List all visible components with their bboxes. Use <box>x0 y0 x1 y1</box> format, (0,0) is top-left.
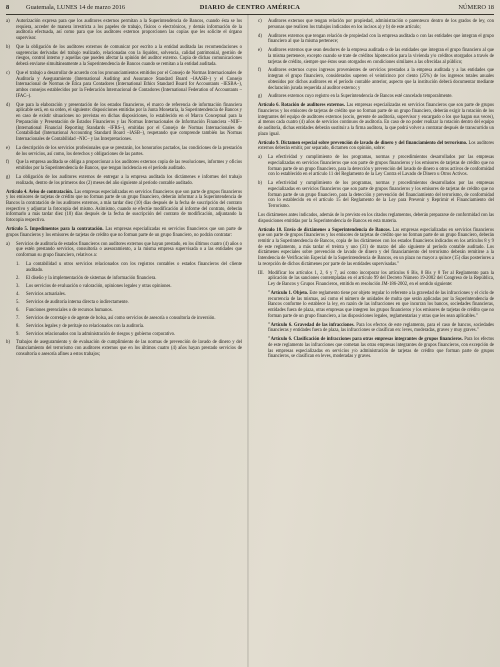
article-5-sublist <box>6 262 242 338</box>
right-item-list <box>258 19 494 100</box>
item-text: Que el trabajo a desarrollar de acuerdo con los pronunciamientos emitidos por el Consejo de Normas Internacionales de Auditoría y Aseguramiento (International Auditing and Assurance Standard Board –IAASB–) y el Consejo Internacional de Normas de Ética para Contadores (International Ethics Standard Board for Accountants –IESBA–), ambos consejos establecidos por la Federación Internacional de Contadores (International Federation of Accountants –IFAC–). <box>16 71 242 99</box>
item-text: El diseño y la implementación de sistemas de información financiera. <box>26 275 157 281</box>
article-body: Las empresas especializadas en servicios financieros que son parte de grupos financieros y los emisores de tarjetas de crédito que no forman parte de un grupo financiero, deberán remitir a la Superintendencia de Bancos, copia de los dictámenes con los estados financieros indicados en los artículos 8 y 9 de este reglamento, a más tardar el treinta y uno (31) de marzo del año siguiente al período contable auditado. Los dictámenes especiales sobre prevención de lavado de dinero y del financiamiento del terrorismo deberán remitirse a la Intendencia de Verificación Especial de la Superintendencia de Bancos, en un plazo no mayor a quince (15) días posteriores a la recepción de dichos dictámenes por parte de las entidades supervisadas." <box>258 227 494 267</box>
list-item <box>6 175 242 186</box>
item-label: c) <box>6 71 10 76</box>
item-label: 1. <box>16 261 20 267</box>
item-text: Los servicios de evaluación o valoración, opiniones legales y otras opiniones. <box>26 283 172 289</box>
item-text: Servicios de auditoría interna directa o indirectamente. <box>26 299 129 305</box>
list-item <box>6 103 242 143</box>
article-10 <box>258 228 494 268</box>
item-label: b) <box>6 45 10 50</box>
right-column <box>258 19 494 665</box>
item-label: d) <box>258 33 262 39</box>
item-text: Auditores externos que tengan relación de propiedad con la empresa auditada o con las entidades que integran el grupo financiero al que la misma pertenece; <box>268 33 494 45</box>
item-label: 6. <box>16 308 20 314</box>
item-label: a) <box>6 19 10 24</box>
left-item-list <box>6 19 242 186</box>
section-III <box>258 271 494 288</box>
article-body: Para los efectos de este reglamento las infracciones que cometan las otras empresas integrantes de grupos financieros, con excepción de las empresas especializadas en servicios y/o administración de tarjetas de crédito que forman parte de grupos financieros, se clasifican en leves, moderadas y graves. <box>268 337 494 360</box>
item-text: La descripción de los servicios profesionales que se prestarán, los honorarios pactados, las condiciones de la prestación de los servicios, así como, los derechos y obligaciones de las partes. <box>16 145 242 157</box>
item-text: Autorización expresa para que los auditores externos permitan a la Superintendencia de Bancos, cuando ésta se los requiera, acceder de manera irrestricta a los papeles de trabajo, físicos o electrónicos, y demás información de la auditoría efectuada, así como para que los auditores externos proporcionen las copias que les solicite el órgano supervisor. <box>16 19 242 42</box>
list-item <box>258 34 494 45</box>
list-item <box>258 68 494 91</box>
sub-list-item <box>6 332 242 338</box>
article-9 <box>258 141 494 152</box>
item-label: b) <box>258 181 262 187</box>
item-label: g) <box>258 94 262 100</box>
item-text: Servicios de auditoría de estados financieros con auditores externos que hayan prestado, en los últimos cuatro (4) años o que estén prestando servicios, consultoría o asesoramiento, a la misma empresa supervisada o a las entidades que conforman su grupo financiero, relativos a: <box>16 241 242 258</box>
item-label: 3. <box>16 283 20 289</box>
article-heading: "Artículo 1. Objeto. <box>268 291 309 297</box>
item-label: c) <box>258 19 262 24</box>
article-body: Las empresas especializadas en servicios financieros que son parte de grupos financieros y los emisores de tarjetas de crédito que no forman parte de un grupo financiero, deberán informar a la Superintendencia de Bancos la contratación de los auditores externos, a más tardar diez (10) días después de la fecha de suscripción del contrato respectivo y adjuntar la fotocopia del mismo. Asimismo, cuando se efectúe modificación al informe del contrato, deberán informarlo a más tardar diez (10) días después de la fecha de suscripción del contrato de modificación, adjuntando la fotocopia respectiva. <box>6 189 242 224</box>
article-5-item-a <box>6 242 242 259</box>
item-label: a) <box>6 241 10 247</box>
article-heading: Artículo 5. Impedimentos para la contratación. <box>6 227 104 232</box>
quoted-article-6 <box>258 323 494 334</box>
article-6 <box>258 103 494 137</box>
item-text: Servicios actuariales. <box>26 291 66 297</box>
list-item <box>258 155 494 178</box>
sub-list-item <box>6 292 242 298</box>
publication-date: Guatemala, LUNES 14 de marzo 2016 <box>26 4 126 11</box>
sub-list-item <box>6 324 242 330</box>
article-9-list <box>258 155 494 210</box>
article-5 <box>6 227 242 238</box>
sub-list-item <box>6 262 242 273</box>
item-label: 2. <box>16 275 20 281</box>
article-4 <box>6 190 242 224</box>
list-item <box>6 45 242 68</box>
item-label: 7. <box>16 316 20 322</box>
item-label: 5. <box>16 299 20 305</box>
item-text: La obligación de los auditores externos de entregar a la empresa auditada los dictámenes e informes del trabajo realizado, dentro de los primeros dos (2) meses del año siguiente al período contable auditado. <box>16 175 242 186</box>
list-item <box>258 181 494 210</box>
article-body: Este reglamento tiene por objeto regular lo referente a la gravedad de las infracciones y el ciclo de recurrencia de las mismas, así como el número de unidades de multa que serán aplicadas por la Superintendencia de Bancos conforme lo establece la ley, en razón de las infracciones en que incurran los bancos, sociedades financieras, entidades fuera de plaza, otras empresas que integren los grupos financieros y los emisores de tarjetas de crédito que no forman parte de un grupo financiero, a las disposiciones legales, reglamentarias y otras que les sean aplicables." <box>268 291 494 319</box>
item-label: f) <box>6 160 10 166</box>
article-heading: Artículo 9. Dictamen especial sobre prevención de lavado de dinero y del financiamiento del terrorismo. <box>258 140 468 146</box>
article-5-item-b <box>6 340 242 357</box>
item-text: Auditores externos que sean deudores de la empresa auditada o de las entidades que integran el grupo financiero al que la misma pertenece, excepto cuando se trate de créditos hipotecarios para la vivienda y/o créditos otorgados a través de tarjetas de crédito, siempre que éstos sean otorgados en condiciones similares a las ofrecidas al público; <box>268 48 494 65</box>
list-item <box>6 146 242 157</box>
newspaper-title: DIARIO de CENTRO AMÉRICA <box>199 4 301 11</box>
item-text: Trabajos de aseguramiento y de evaluación de cumplimiento de las normas de prevención de lavado de dinero y del financiamiento del terrorismo con auditores externos que en los últimos cuatro (4) años hayan prestado servicios de consultoría o asesoría afines a estos trabajos; <box>16 340 242 357</box>
sub-list-item <box>6 308 242 314</box>
item-text: Auditores externos cuyos ingresos provenientes de servicios prestados a la empresa auditada y a las entidades que integran el grupo financiero, considerados superen el veinticinco por ciento (25%) de los ingresos totales anuales obtenidos por dichos auditores en el período contable anterior, aspecto que la institución deberá documentar mediante declaración jurada requerida al auditor externo; y <box>268 68 494 91</box>
item-label: f) <box>258 68 262 74</box>
list-item <box>258 94 494 100</box>
article-heading: Artículo 6. Rotación de auditores externos. <box>258 103 345 109</box>
item-text: Servicios legales y de peritaje no relacionados con la auditoría. <box>26 324 145 330</box>
item-label: d) <box>6 102 10 108</box>
item-label: g) <box>6 175 10 180</box>
item-text: Modificar los artículos 1, 2, 6 y 7, así como incorporar los artículos 6 Bis, 8 Bis y 8 Ter al Reglamento para la aplicación de las sanciones contempladas en el artículo 99 del Decreto Número 19-2002 del Congreso de la República, Ley de Bancos y Grupos Financieros, emitido en resolución JM-186-2002, en el sentido siguiente: <box>268 270 494 288</box>
item-text: La contabilidad u otros servicios relacionados con los registros contables o estados financieros del cliente auditado. <box>26 261 242 273</box>
item-label: e) <box>258 48 262 54</box>
item-text: La efectividad y cumplimiento de los programas, normas y procedimientos desarrollados por las empresas especializadas en servicios financieros que son parte de grupos financieros y los emisores de tarjetas de crédito que no forman parte de un grupo financiero, para la detección y prevención del financiamiento del terrorismo, de conformidad con lo establecido en el artículo 15 del Reglamento de la Ley para Prevenir y Reprimir el Financiamiento del Terrorismo. <box>268 181 494 210</box>
article-9-closing: Los dictámenes antes indicados, además de lo previsto en los citados reglamentos, deberán prepararse de conformidad con las disposiciones emitidas por la Superintendencia de Bancos en esta materia. <box>258 213 494 224</box>
article-heading: Artículo 10. Envío de dictámenes a Superintendencia de Bancos. <box>258 227 391 233</box>
item-text: La efectividad y cumplimiento de los programas, normas y procedimientos desarrollados por las empresas especializadas en servicios financieros que son parte de grupos financieros y los emisores de tarjetas de crédito que no forman parte de un grupo financiero, para la detección y prevención del lavado de dinero u otros activos de conformidad con lo establecido en el artículo 11 del Reglamento de la Ley Contra el Lavado de Dinero u Otros Activos. <box>268 155 494 178</box>
left-column <box>6 19 242 665</box>
article-body: Los auditores externos deberán emitir, por separado, dictamen con opinión, sobre: <box>258 140 494 152</box>
article-body: Para los efectos de este reglamento, para el caso de bancos, sociedades financieras y entidades fuera de plaza, las infracciones se clasifican en: leves, moderadas, graves y muy graves." <box>268 322 494 334</box>
quoted-article-1 <box>258 291 494 320</box>
list-item <box>6 71 242 100</box>
item-text: Auditores externos que tengan relación por propiedad, administración o parentesco dentro de los grados de ley, con personas que realicen los trabajos indicados en los incisos a) y b) de este artículo; <box>268 19 494 30</box>
quoted-article-6-bis <box>258 337 494 360</box>
sub-list-item <box>6 300 242 306</box>
item-text: Que la empresa auditada se obliga a proporcionar a los auditores externos copia de las resoluciones, informes y oficios emitidos por la Superintendencia de Bancos, que tengan incidencia en el período auditado. <box>16 160 242 172</box>
sub-list-item <box>6 316 242 322</box>
item-label: b) <box>6 340 10 346</box>
list-item <box>258 48 494 65</box>
item-text: Servicios de corretaje o de agente de bolsa, así como servicios de asesoría o consultoría de inversión. <box>26 316 216 322</box>
list-item <box>6 160 242 171</box>
column-fold <box>247 14 249 667</box>
list-item <box>6 19 242 42</box>
item-text: Que para la elaboración y presentación de los estados financieros, el marco de referencia de información financiera aplicable será, en su orden, el siguiente: disposiciones emitidas por la Junta Monetaria, la Superintendencia de Bancos y en caso de existir situaciones no previstas en dichas disposiciones, lo establecido en el Marco Conceptual para la Preparación y Presentación de Estados Financieros y las Normas Internacionales de Información Financiera –NIIF– (International Financial Reporting Standards –IFRS–), emitidas por el Consejo de Normas Internacionales de Contabilidad (International Accounting Standard Board –IASB–), respetando que comprende también las Normas Internacionales de Contabilidad –NIC– y las Interpretaciones. <box>16 102 242 142</box>
page-number: 8 <box>6 4 10 11</box>
issue-number: NÚMERO 18 <box>458 4 494 11</box>
list-item <box>258 19 494 30</box>
item-label: 8. <box>16 324 20 330</box>
item-label: 4. <box>16 291 20 297</box>
article-heading: "Artículo 6. Gravedad de las infracciones. <box>268 322 355 328</box>
item-text: Que la obligación de los auditores externos de comunicar por escrito a la entidad auditada las recomendaciones o sugerencias derivadas del trabajo realizado, relacionadas con la liquidez, solvencia, calidad patrimonial, gestión de riesgos, control interno y aquellas que pueden afectar la opinión del auditor externo. Copia de dichas comunicaciones deberá enviarse simultáneamente a la Superintendencia de Bancos cuando se remitan a la entidad auditada. <box>16 45 242 68</box>
item-label: III. <box>258 270 264 276</box>
article-body: Las empresas especializadas en servicios financieros que son parte de grupos financieros y los emisores de tarjetas de crédito que no forman parte de un grupo financiero, no podrán contratar: <box>6 227 243 238</box>
item-label: a) <box>258 155 262 161</box>
item-label: e) <box>6 145 10 151</box>
item-text: Funciones gerenciales o de recursos humanos. <box>26 308 113 314</box>
sub-list-item <box>6 276 242 282</box>
article-body: Las empresas especializadas en servicios financieros que son parte de grupos financieros y los emisores de tarjetas de crédito que no forman parte de un grupo financiero, deberán exigir la rotación de los integrantes del equipo de auditores externos (socio, gerente de auditoría, supervisor y encargado o los que hagan sus veces), al menos cada cuatro (4) años de servicios continuos de auditoría. En caso de no poder realizar la rotación dentro del equipo de auditoría, dichas entidades deberán sustituir a la firma auditora, la que podrá volver a contratar después de transcurrido un plazo igual. <box>258 103 495 137</box>
page-header <box>6 2 494 15</box>
article-heading: "Artículo 6. Clasificación de infracciones para otras empresas integrantes de grupos financieros. <box>268 337 463 343</box>
item-text: Auditores externos cuyo registro en la Superintendencia de Bancos esté cancelado temporalmente. <box>268 94 453 100</box>
sub-list-item <box>6 284 242 290</box>
item-label: 9. <box>16 332 20 338</box>
article-heading: Artículo 4. Aviso de contratación. <box>6 189 74 195</box>
item-text: Servicios relacionados con la administración de riesgos y gobierno corporativo. <box>26 332 176 338</box>
